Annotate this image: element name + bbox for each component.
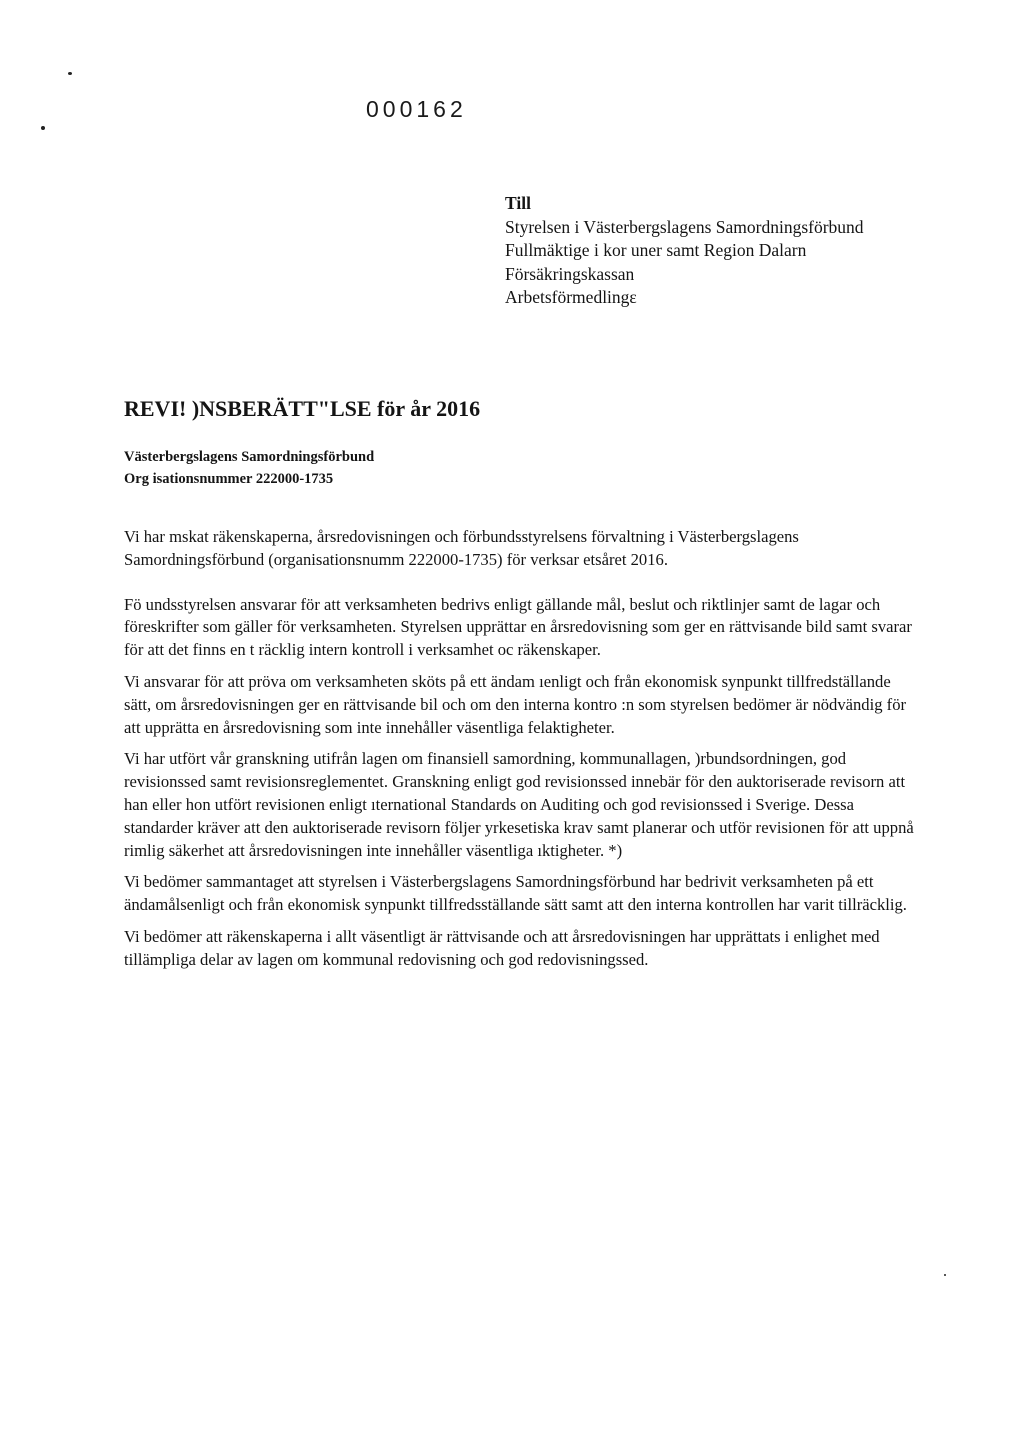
scan-speck (944, 1274, 946, 1276)
organization-block (124, 446, 374, 490)
paragraph: Vi ansvarar för att pröva om verksamheten sköts på ett ändam ıenligt och från ekonomisk synpunkt tillfredställande sätt, om årsredovisningen ger en rättvisande bil och om den interna kontro :n som styrelsen bedömer är nödvändig för att upprätta en årsredovisning som inte innehåller väsentliga felaktigheter. (124, 671, 907, 737)
report-title: REVI! )NSBERÄTT"LSE för år 2016 (124, 396, 481, 421)
scan-speck (41, 126, 45, 130)
paragraph: Vi har mskat räkenskaperna, årsredovisningen och förbundsstyrelsens förvaltning i Västerbergslagens Samordningsförbund (organisationsnumm 222000-1735) för verksar etsåret 2016. (124, 527, 799, 569)
paragraph: Vi bedömer sammantaget att styrelsen i Västerbergslagens Samordningsförbund har bedrivit verksamheten på ett ändamålsenligt och från ekonomisk synpunkt tillfredsställande sätt samt att den interna kontrollen har varit tillräcklig. (124, 872, 907, 915)
organization-number: Org isationsnummer 222000-1735 (124, 471, 334, 487)
paragraph: Fö undsstyrelsen ansvarar för att verksamheten bedrivs enligt gällande mål, beslut och riktlinjer samt de lagar och föreskrifter som gäller för verksamheten. Styrelsen upprättar en årsredovisning som ger en rättvisande bild samt svarar för att det finns en t räcklig intern kontroll i verksamhet oc räkenskaper. (124, 594, 912, 660)
recipients-heading: Till (505, 193, 531, 213)
recipient-line: Styrelsen i Västerbergslagens Samordningsförbund (505, 216, 864, 237)
recipients-block (505, 192, 1005, 310)
paragraph: Vi har utfört vår granskning utifrån lagen om finansiell samordning, kommunallagen, )rbundsordningen, god revisionssed samt revisionsreglementet. Granskning enligt god revisionssed innebär för den auktoriserade revisorn att han eller hon utfört revisionen enligt ıternational Standards on Auditing och god revisionssed i Sverige. Dessa standarder kräver att den auktoriserade revisorn följer yrkesetiska krav samt planerar och utför revisionen för att uppnå rimlig säkerhet att årsredovisningen inte innehåller väsentliga ıktigheter. *) (124, 749, 914, 860)
document-number: 000162 (366, 96, 467, 122)
paragraph: Vi bedömer att räkenskaperna i allt väsentligt är rättvisande och att årsredovisningen har upprättats i enlighet med tillämpliga delar av lagen om kommunal redovisning och god redovisningssed. (124, 926, 880, 969)
report-body (124, 526, 914, 981)
recipient-line: Försäkringskassan (505, 263, 635, 284)
recipient-line: Arbetsförmedlingε (505, 287, 637, 307)
recipient-line: Fullmäktige i kor uner samt Region Dalarn (505, 240, 807, 260)
scan-speck (68, 72, 72, 75)
organization-name: Västerbergslagens Samordningsförbund (124, 449, 375, 465)
